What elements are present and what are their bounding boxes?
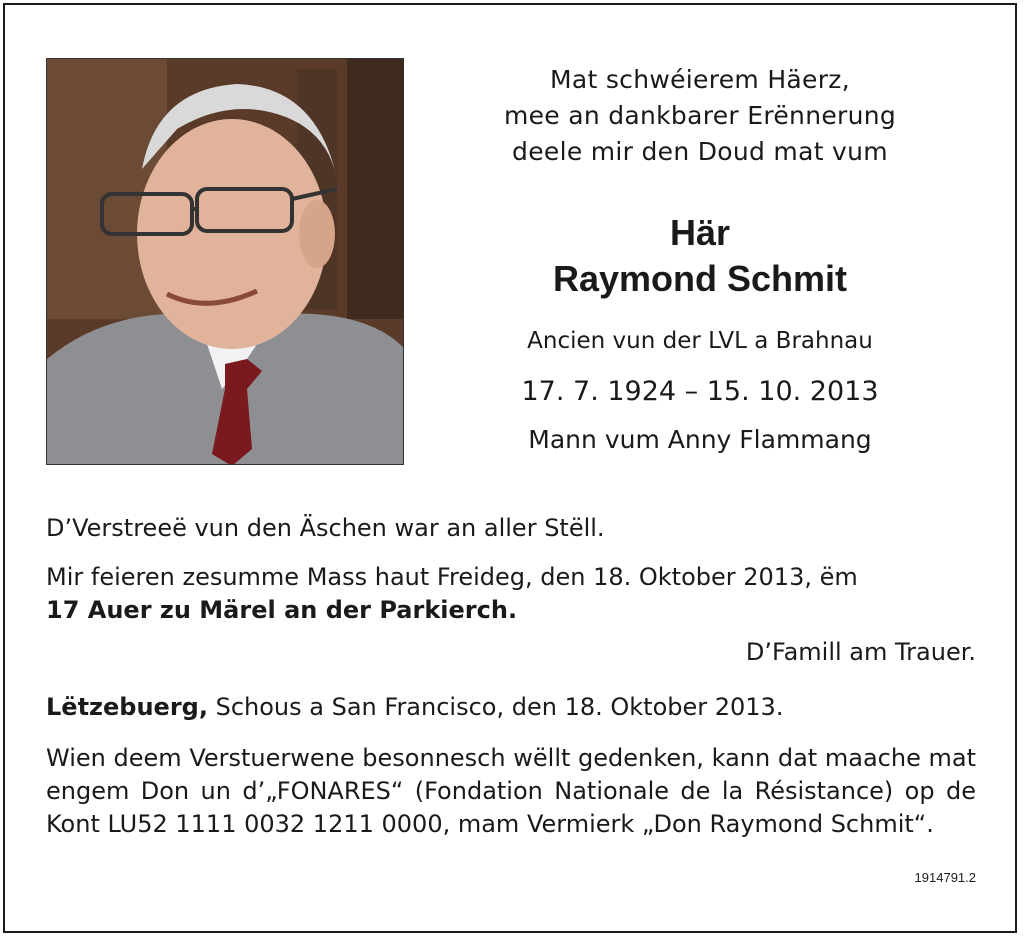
deceased-name <box>440 210 960 302</box>
intro-line: mee an dankbarer Erënnerung <box>503 101 897 130</box>
place-date-line <box>46 691 976 724</box>
donation-text: Wien deem Verstuerwene besonnesch wëllt gedenken, kann dat maache mat engem Don un d’„FONARES“ (Fondation Nationale de la Résistance) op de Kont LU52 1111 0032 1211 0000, mam Vermierk „Don Raymond Schmit“. <box>46 744 976 838</box>
portrait-illustration <box>47 59 404 465</box>
reference-number: 1914791.2 <box>914 870 976 885</box>
intro-text <box>440 62 960 170</box>
portrait-photo <box>46 58 404 465</box>
place-name: Lëtzebuerg, <box>46 693 208 721</box>
mass-text: Mir feieren zesumme Mass haut Freideg, den 18. Oktober 2013, ëm <box>46 563 858 591</box>
role-text: Ancien vun der LVL a Brahnau <box>527 328 873 354</box>
family-signature: D’Famill am Trauer. <box>745 638 976 666</box>
life-dates: 17. 7. 1924 – 15. 10. 2013 <box>521 376 879 407</box>
mass-time-place: 17 Auer zu Märel an der Parkierch. <box>46 596 518 624</box>
mass-announcement <box>46 561 976 627</box>
honorific: Här <box>669 212 731 253</box>
spouse-text: Mann vum Anny Flammang <box>528 425 872 454</box>
intro-line: deele mir den Doud mat vum <box>512 137 888 166</box>
ash-scattering-text: D’Verstreeë vun den Äschen war an aller Stëll. <box>46 514 605 542</box>
full-name: Raymond Schmit <box>552 258 848 299</box>
intro-line: Mat schwéierem Häerz, <box>550 65 850 94</box>
place-date-text: Schous a San Francisco, den 18. Oktober 2013. <box>207 693 784 721</box>
